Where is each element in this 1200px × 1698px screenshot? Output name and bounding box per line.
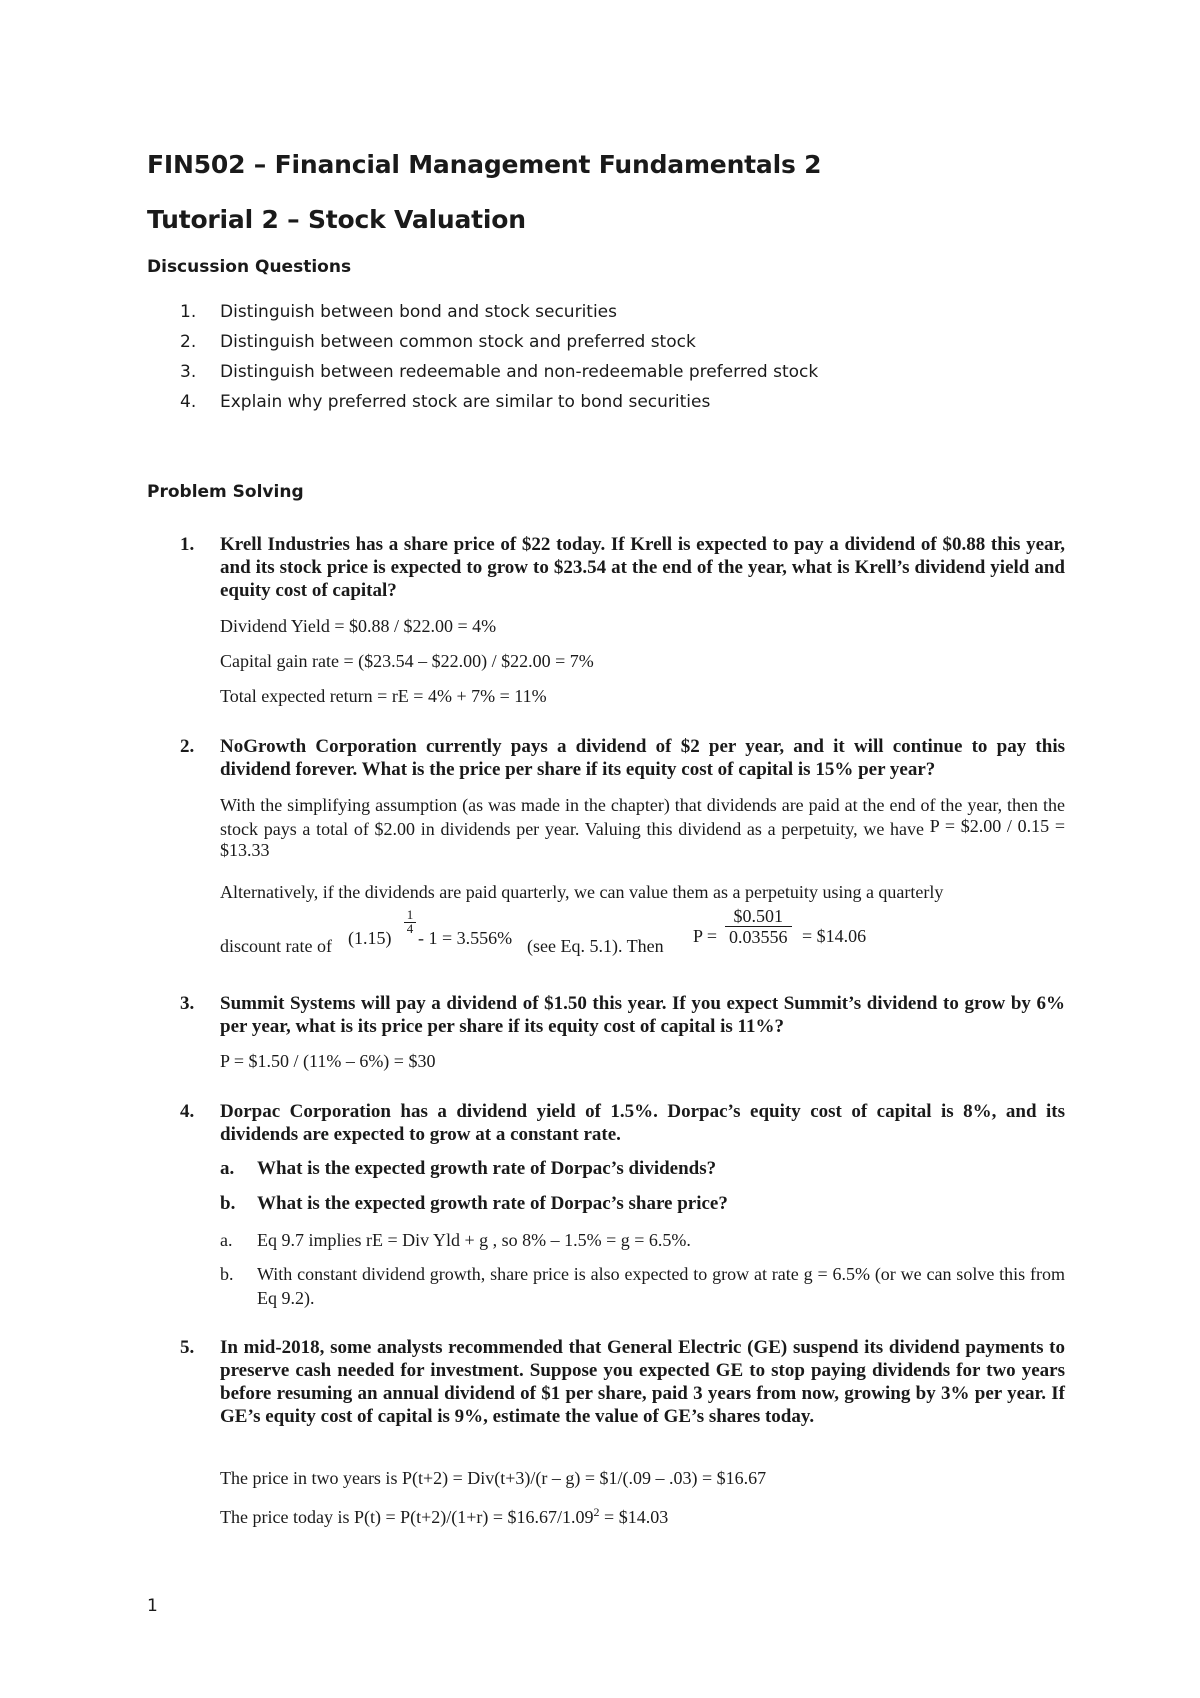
q4-sub-a: a. What is the expected growth rate of Dorpac’s dividends? [220, 1158, 717, 1179]
q2-quarterly-line: discount rate of (1.15) 1 4 - 1 = 3.556% (see Eq. 5.1). Then P = $\frac{\$0.501}{0.03556}$ = $14.06 [220, 906, 867, 956]
list-item: 3. Distinguish between redeemable and non-redeemable preferred stock [180, 362, 819, 382]
q1-dividend-yield: Dividend Yield = $0.88 / $22.00 = 4% [220, 616, 497, 636]
q2-rate-result: - 1 = 3.556% [418, 928, 513, 948]
q3-answer: P = $1.50 / (11% – 6%) = $30 [220, 1051, 436, 1071]
list-item: 1. Distinguish between bond and stock securities [180, 302, 617, 322]
page-number: 1 [147, 1596, 158, 1616]
q1-capital-gain: Capital gain rate = ($23.54 – $22.00) / $22.00 = 7% [220, 651, 594, 671]
q1-total-return: Total expected return = rE = 4% + 7% = 11% [220, 686, 547, 706]
q5-price-in-two-years: The price in two years is P(t+2) = Div(t+3)/(r – g) = $1/(.09 – .03) = $16.67 [220, 1468, 767, 1488]
question-2: 2. NoGrowth Corporation currently pays a dividend of $2 per year, and it will continue to pay this dividend forever. What is the price per share if its equity cost of capital is 15% per year? [180, 736, 1065, 780]
q2-quarterly-value: = $14.06 [802, 926, 867, 946]
discussion-list [180, 300, 818, 420]
list-item: 2. Distinguish between common stock and preferred stock [180, 332, 696, 352]
q2-answer-paragraph: With the simplifying assumption (as was made in the chapter) that dividends are paid at the end of the year, then the stock pays a total of $2.00 in dividends per year. Valuing this dividend as a perpetuity, we have P = $2.00 / 0.15 = $13.33 [220, 795, 1065, 860]
q2-fraction: $\frac{\$0.501}{0.03556}$ [725, 906, 792, 947]
list-item: 4. Explain why preferred stock are similar to bond securities [180, 392, 711, 412]
discussion-heading: Discussion Questions [147, 257, 352, 277]
course-title: FIN502 – Financial Management Fundamentals 2 [147, 150, 822, 179]
q4-sub-b: b. What is the expected growth rate of Dorpac’s share price? [220, 1193, 728, 1214]
q2-rate-base: (1.15) [348, 928, 392, 948]
question-3: 3. Summit Systems will pay a dividend of $1.50 this year. If you expect Summit’s dividend to grow by 6% per year, what is its price per share if its equity cost of capital is 11%? [180, 993, 1065, 1037]
question-1: 1. Krell Industries has a share price of $22 today. If Krell is expected to pay a dividend of $0.88 this year, and its stock price is expected to grow to $23.54 at the end of the year, what is Krell’s dividend yield and equity cost of capital? [180, 534, 1065, 601]
q2-exponent: 1 4 [404, 908, 416, 935]
q5-price-today: The price today is $P(t) = P(t+2)/(1+r) = \$16.67/1.09^2$ = $14.03 [220, 1505, 669, 1527]
problem-solving-heading: Problem Solving [147, 482, 304, 502]
tutorial-title: Tutorial 2 – Stock Valuation [147, 205, 526, 234]
question-4: 4. Dorpac Corporation has a dividend yield of 1.5%. Dorpac’s equity cost of capital is 8%, and its dividends are expected to grow at a constant rate. [180, 1101, 1065, 1145]
question-5: 5. In mid-2018, some analysts recommended that General Electric (GE) suspend its dividend payments to preserve cash needed for investment. Suppose you expected GE to stop paying dividends for two years before resuming an annual dividend of $1 per share, paid 3 years from now, growing by 3% per year. If GE’s equity cost of capital is 9%, estimate the value of GE’s shares today. [180, 1337, 1065, 1427]
q2-formula: P = $2.00 / 0.15 = $13.33 [220, 816, 1065, 860]
q2-alternative-text: Alternatively, if the dividends are paid quarterly, we can value them as a perpetuity using a quarterly [220, 882, 944, 902]
q4-answer-b: b. With constant dividend growth, share price is also expected to grow at rate g = 6.5% (or we can solve this from Eq 9.2). [220, 1264, 1065, 1308]
q4-answer-a: a. Eq 9.7 implies rE = Div Yld + g , so 8% – 1.5% = g = 6.5%. [220, 1230, 691, 1250]
